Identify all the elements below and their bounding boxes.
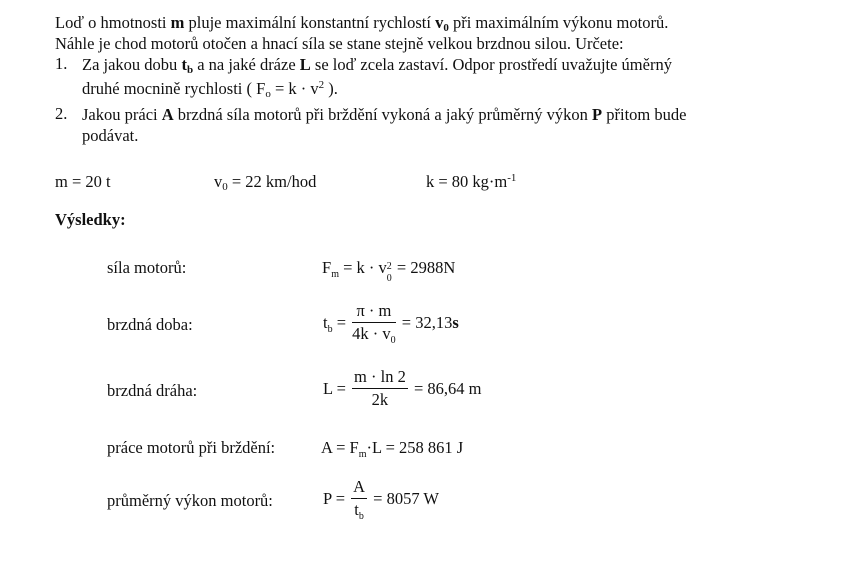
result-formula-power: P = $\frac{A}{t_b}$ = 8057 W	[323, 477, 440, 522]
result-label-power: průměrný výkon motorů:	[107, 491, 273, 510]
item-text-cont: podávat.	[82, 126, 139, 145]
fraction: $\frac{m \cdot \ln 2}{2k}$	[354, 367, 406, 409]
given-velocity: $v_0 = 22$ km/hod	[214, 172, 317, 193]
result-formula-force: $F_m = k \cdot v$ 2 0 = 2988N	[322, 258, 456, 284]
item-number: 1.	[55, 54, 68, 73]
result-label-distance: brzdná dráha:	[107, 381, 198, 400]
drag-formula: $F_o = k \cdot v^2$	[256, 79, 325, 100]
problem-line-1: Loď o hmotnosti m pluje maximální konstantní rychlostí $v_0$ při maximálním výkonu motorů.	[55, 13, 669, 34]
result-formula-time: $t_b$ = $\frac{\pi \cdot m}{4k \cdot v_0}$ = 32,13s	[323, 301, 459, 346]
fraction: $\frac{\pi \cdot m}{4k \cdot v_0}$	[352, 301, 396, 346]
item-text: Jakou práci A brzdná síla motorů při brždění vykoná a jaký průměrný výkon P přitom bude	[82, 105, 687, 124]
results-heading: Výsledky:	[55, 210, 126, 229]
item-text: Za jakou dobu $t_b$ a na jaké dráze L se loď zcela zastaví. Odpor prostředí uvažujte úměrný	[82, 55, 672, 76]
fraction: $\frac{A}{t_b}$	[353, 477, 366, 522]
result-label-work: práce motorů při brždění:	[107, 438, 276, 457]
item-number: 2.	[55, 104, 68, 123]
result-formula-distance: L = $\frac{m \cdot \ln 2}{2k}$ = 86,64 m	[323, 367, 482, 409]
given-k: k = 80 $kg\cdot m^{-1}$	[426, 172, 517, 191]
item-text-cont: druhé mocnině rychlosti ( $F_o = k \cdot v^2$ ).	[82, 79, 338, 100]
result-label-time: brzdná doba:	[107, 315, 193, 334]
result-label-force: síla motorů:	[107, 258, 187, 277]
result-formula-work: $A = F_m\cdot L = 258$ 861 J	[321, 438, 464, 460]
problem-line-2: Náhle je chod motorů otočen a hnací síla se stane stejně velkou brzdnou silou. Určete:	[55, 34, 624, 53]
given-mass: m = 20 t	[55, 172, 111, 191]
